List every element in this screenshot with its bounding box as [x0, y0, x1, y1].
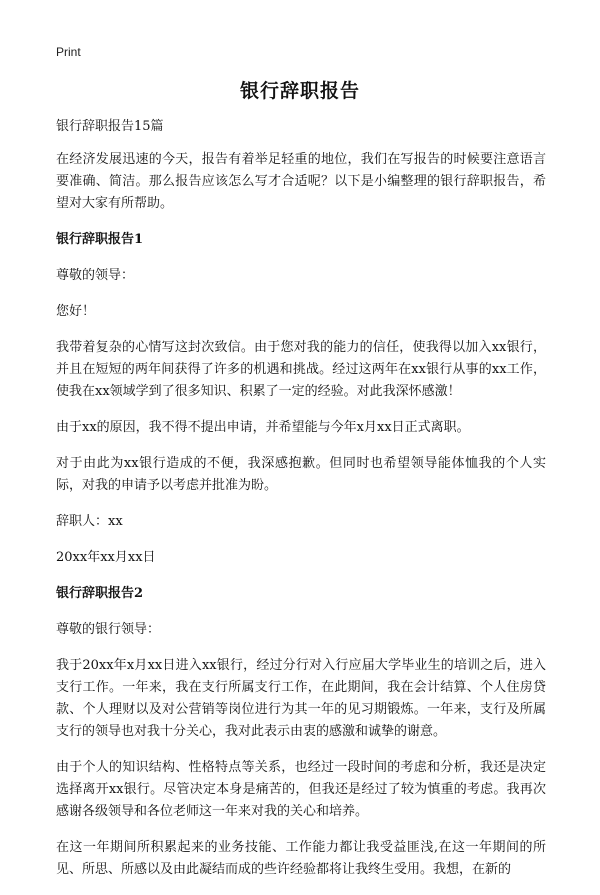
page-title: 银行辞职报告 [239, 80, 360, 102]
section1-paragraph-2: 由于xx的原因，我不得不提出申请，并希望能与今年x月xx日正式离职。 [56, 420, 470, 435]
section2-paragraph-1: 我于20xx年x月xx日进入xx银行，经过分行对入行应届大学毕业生的培训之后，进入支行工作。一年来，我在支行所属支行工作，在此期间，我在会计结算、个人住房贷款、个人理财以及对公营销等岗位进行为其一年的见习期锻炼。一年来，支行及所属支行的领导也对我十分关心，我对此表示由衷的感激和诚挚的谢意。 [56, 658, 546, 739]
salutation-2: 尊敬的银行领导： [56, 622, 161, 637]
section2-paragraph-3: 在这一年期间所积累起来的业务技能、工作能力都让我受益匪浅,在这一年期间的所见、所思、所感以及由此凝结而成的些许经验都将让我终生受用。我想，在新的 [56, 840, 546, 877]
section-heading-2: 银行辞职报告2 [56, 586, 144, 601]
signature-1: 辞职人：xx [56, 514, 123, 529]
salutation-1: 尊敬的领导： [56, 268, 135, 283]
intro-paragraph: 在经济发展迅速的今天，报告有着举足轻重的地位，我们在写报告的时候要注意语言要准确、简洁。那么报告应该怎么写才合适呢？以下是小编整理的银行辞职报告，希望对大家有所帮助。 [56, 152, 546, 211]
section2-paragraph-2: 由于个人的知识结构、性格特点等关系，也经过一段时间的考虑和分析，我还是决定选择离开xx银行。尽管决定本身是痛苦的，但我还是经过了较为慎重的考虑。我再次感谢各级领导和各位老师这一年来对我的关心和培养。 [56, 760, 546, 819]
section-heading-1: 银行辞职报告1 [56, 232, 144, 247]
greeting-1: 您好！ [56, 304, 96, 319]
section1-paragraph-1: 我带着复杂的心情写这封次致信。由于您对我的能力的信任，使我得以加入xx银行，并且在短短的两年间获得了许多的机遇和挑战。经过这两年在xx银行从事的xx工作，使我在xx领域学到了很多知识、积累了一定的经验。对此我深怀感激！ [56, 340, 546, 399]
date-1: 20xx年xx月xx日 [56, 550, 156, 565]
section1-paragraph-3: 对于由此为xx银行造成的不便，我深感抱歉。但同时也希望领导能体恤我的个人实际，对我的申请予以考虑并批准为盼。 [56, 456, 546, 493]
document-subtitle: 银行辞职报告15篇 [56, 119, 164, 134]
print-link[interactable]: Print [56, 45, 81, 59]
document-body [56, 116, 546, 895]
